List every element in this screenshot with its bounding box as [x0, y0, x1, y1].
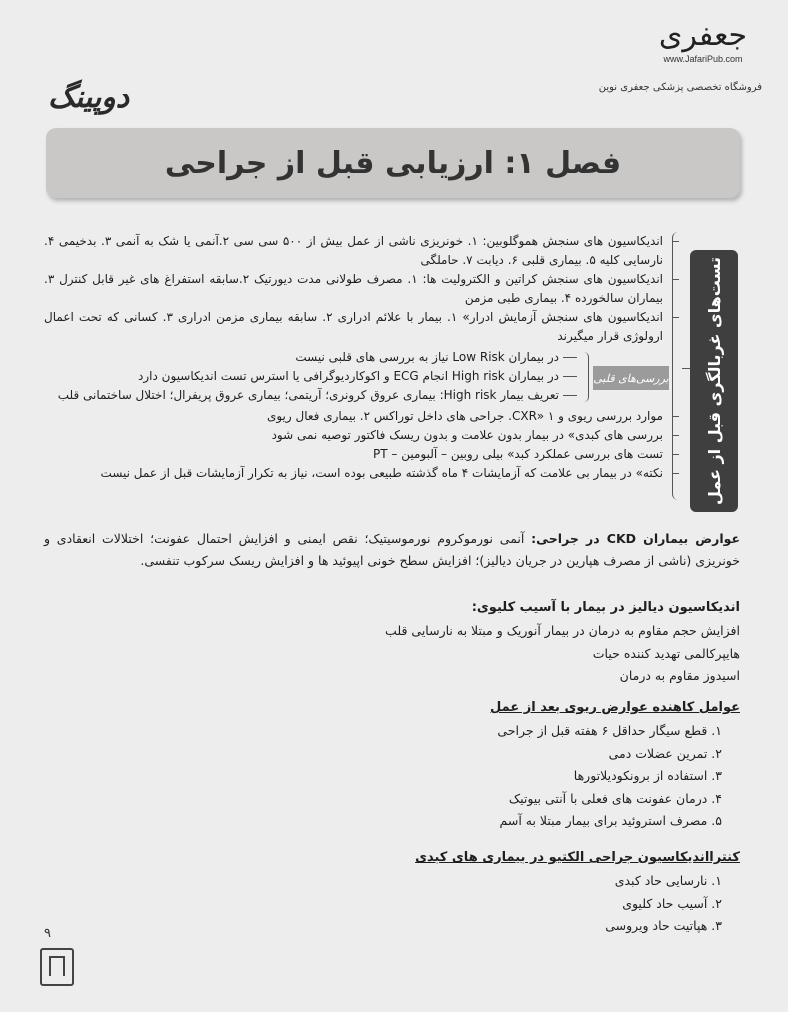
- liver-item: ۱. نارسایی حاد کبدی: [614, 873, 722, 888]
- pulmonary-item: ۴. درمان عفونت های فعلی با آنتی بیوتیک: [508, 790, 722, 806]
- liver-section: [44, 846, 740, 938]
- publisher-url: www.JafariPub.com: [663, 54, 743, 64]
- screening-item: نکته» در بیمار بی علامت که آزمایشات ۴ ماه گذشته طبیعی بوده است، نیاز به تکرار آزمایشات قبل از عمل نیست: [44, 464, 669, 483]
- cardiac-block: [44, 348, 669, 405]
- screening-item: اندیکاسیون های سنجش آزمایش ادرار» ۱. بیمار با علائم ادراری ۲. سابقه بیماری مزمن ادراری ۳. کسانی که تحت اعمال ارولوژی قرار میگیرند: [44, 308, 669, 346]
- ckd-text: آنمی نورموکروم نورموسیتیک؛ نقص ایمنی و افزایش احتمال عفونت؛ اختلالات انعقادی و خونریزی (ناشی از مصرف هپارین در جریان دیالیز)؛ افزایش سطح خونی اپیوئید ها و افزایش ریسک سرکوب تنفسی.: [44, 531, 740, 568]
- screening-item: تست های بررسی عملکرد کبد» بیلی روبین – آلبومین – PT: [44, 445, 669, 464]
- ckd-heading: عوارض بیماران CKD در جراحی:: [531, 531, 740, 546]
- ckd-paragraph: [44, 528, 740, 572]
- pulmonary-section: [44, 696, 740, 833]
- dialysis-item: افزایش حجم مقاوم به درمان در بیمار آنوریک و مبتلا به نارسایی قلب: [385, 623, 740, 638]
- cardiac-bracket: [580, 352, 589, 402]
- dialysis-section: [44, 596, 740, 688]
- screening-side-tab-label: تست‌های غربالگری قبل از عمل: [704, 256, 724, 506]
- screening-item: اندیکاسیون های سنجش هموگلوبین: ۱. خونریزی ناشی از عمل بیش از ۵۰۰ سی سی ۲.آنمی یا شک به آنمی ۳. بدخیمی ۴. نارسایی کلیه ۵. بیماری قلبی ۶. دیابت ۷. حاملگی: [44, 232, 669, 270]
- cardiac-item: در بیماران Low Risk نیاز به بررسی های قلبی نیست: [44, 348, 559, 367]
- screening-list: [44, 232, 669, 483]
- chapter-title: فصل ۱: ارزیابی قبل از جراحی: [164, 145, 622, 181]
- pulmonary-item: ۲. تمرین عضلات دمی: [608, 745, 722, 761]
- cardiac-item: تعریف بیمار High risk: بیماری عروق کرونری؛ آریتمی؛ بیماری عروق پریفرال؛ اختلال ساختمانی قلب: [44, 386, 559, 405]
- liver-heading: کنترااندیکاسیون جراحی الکتیو در بیماری های کبدی: [415, 850, 740, 865]
- cardiac-item: در بیماران High risk انجام ECG و اکوکاردیوگرافی یا استرس تست اندیکاسیون دارد: [44, 367, 559, 386]
- publisher-logo-mark: جعفری: [658, 18, 748, 53]
- page-number: ۹: [44, 926, 51, 941]
- liver-list: [44, 870, 740, 938]
- pulmonary-item: ۱. قطع سیگار حداقل ۶ هفته قبل از جراحی: [497, 723, 722, 738]
- pulmonary-item: ۵. مصرف استروئید برای بیمار مبتلا به آسم: [499, 813, 722, 828]
- screening-bracket-notch: [682, 368, 690, 369]
- publisher-corner-icon: [40, 948, 74, 986]
- brand-logo: دوپینگ: [48, 80, 130, 115]
- pulmonary-heading: عوامل کاهنده عوارض ریوی بعد از عمل: [490, 700, 740, 715]
- screening-bracket: [672, 232, 683, 500]
- publisher-tagline: فروشگاه تخصصی پزشکی جعفری نوین: [598, 82, 762, 93]
- publisher-logo: [648, 18, 758, 64]
- chapter-title-box: [46, 128, 740, 198]
- liver-item: ۲. آسیب حاد کلیوی: [622, 895, 722, 911]
- ckd-section: [44, 528, 740, 572]
- screening-item: بررسی های کبدی» در بیمار بدون علامت و بدون ریسک فاکتور توصیه نمی شود: [44, 426, 669, 445]
- screening-item: اندیکاسیون های سنجش کراتین و الکترولیت ها: ۱. مصرف طولانی مدت دیورتیک ۲.سابقه استفراغ‌ های غیر قابل کنترل ۳. بیماران سالخورده ۴. بیماری طبی مزمن: [44, 270, 669, 308]
- dialysis-list: [44, 620, 740, 688]
- screening-side-tab: [690, 250, 738, 512]
- dialysis-item: هایپرکالمی تهدید کننده حیات: [592, 645, 740, 661]
- dialysis-item: اسیدوز مقاوم به درمان: [619, 668, 740, 683]
- liver-item: ۳. هپاتیت حاد ویروسی: [605, 918, 722, 933]
- cardiac-label: بررسی‌های قلبی: [593, 366, 669, 390]
- pulmonary-list: [44, 720, 740, 833]
- pulmonary-item: ۳. استفاده از برونکودیلاتورها: [573, 768, 722, 783]
- screening-item: موارد بررسی ریوی و CXR» ۱. جراحی های داخل توراکس ۲. بیماری فعال ریوی: [44, 407, 669, 426]
- dialysis-heading: اندیکاسیون دیالیز در بیمار با آسیب کلیوی:: [471, 600, 740, 615]
